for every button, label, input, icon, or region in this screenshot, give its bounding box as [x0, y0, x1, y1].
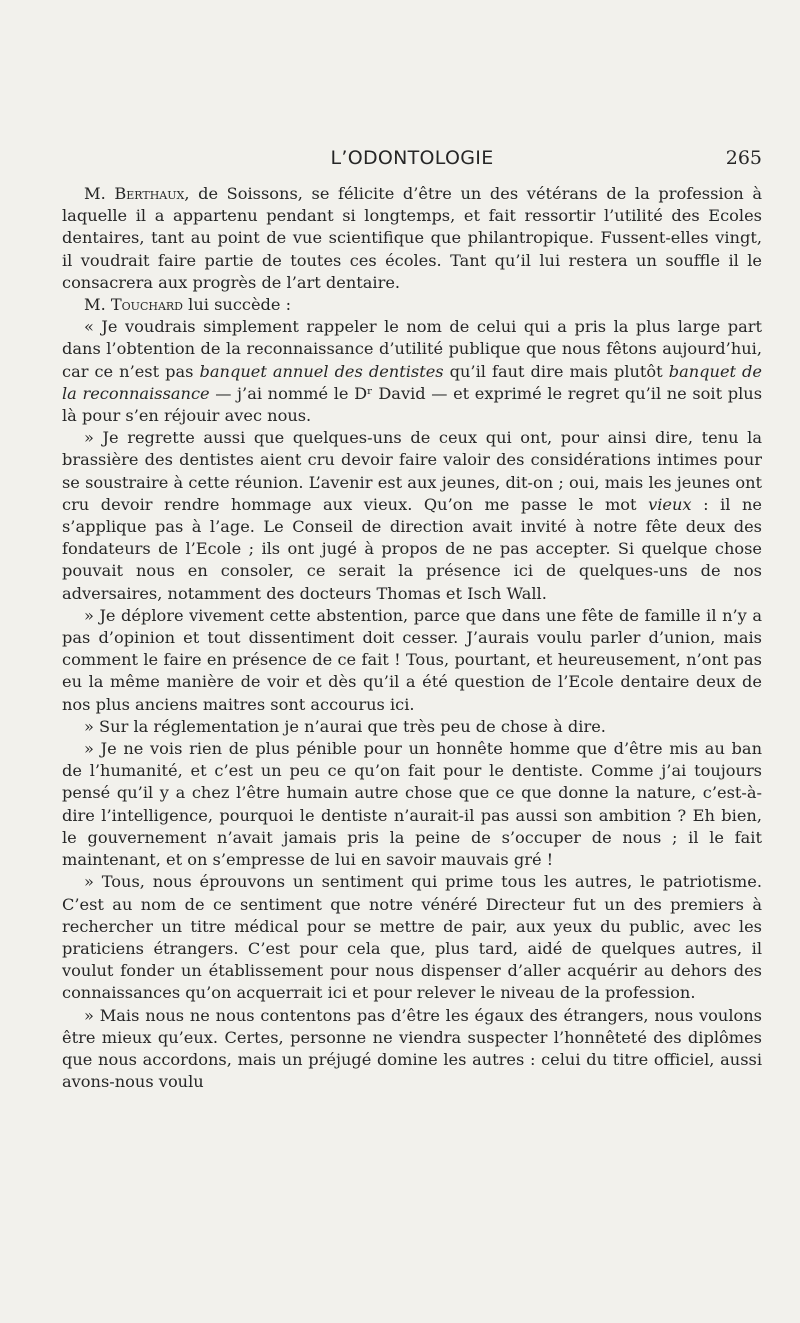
text-run: : il ne s’applique pas à l’age. Le Conseil de direction avait invité à notre fête deux des fondateurs de l’Ecole ; ils ont jugé à propos de ne pas accepter. Si quelque chose pouvait nous en consoler, ce serait la présence ici de quelques-uns de nos adversaires, notamment des docteurs Thomas et Isch Wall.: [62, 494, 763, 603]
paragraph-speech-5: » Je ne vois rien de plus pénible pour un honnête homme que d’être mis au ban de l’humanité, et c’est un peu ce qu’on fait pour le dentiste. Comme j’ai toujours pensé qu’il y a chez l’être humain autre chose que ce que donne la nature, c’est-à-dire l’intelligence, pourquoi le dentiste n’aurait-il pas aussi son ambition ? Eh bien, le gouvernement n’avait jamais pris la peine de s’occuper de nous ; il le fait maintenant, et on s’empresse de lui en savoir mauvais gré !: [62, 739, 762, 870]
text-run: « Je voudrais simplement rappeler le nom de celui qui a pris la plus large part dans l’obtention de la reconnaissance d’utilité publique que nous fêtons aujourd’hui, car ce n’est pas: [62, 317, 762, 381]
italic-phrase: banquet de la reconnaissance: [62, 361, 763, 403]
paragraph-speech-7: » Mais nous ne nous contentons pas d’être les égaux des étrangers, nous voulons être mieux qu’eux. Certes, personne ne viendra suspecter l’honnêteté des diplômes que nous accordons, mais un préjugé domine les autres : celui du titre officiel, aussi avons-nous voulu: [62, 1005, 762, 1092]
paragraph-speech-4: » Sur la réglementation je n’aurai que très peu de chose à dire.: [84, 716, 606, 736]
speaker-name: M. Touchard: [84, 295, 184, 315]
italic-word: vieux: [648, 494, 692, 514]
speaker-name: M. Berthaux: [84, 184, 185, 203]
paragraph-speech-3: » Je déplore vivement cette abstention, parce que dans une fête de famille il n’y a pas d’opinion et tout dissentiment doit cesser. J’aurais voulu parler d’union, mais comment le faire en présence de ce fait ! Tous, pourtant, et heureusement, n’ont pas eu la même manière de voir et dès qu’il a été question de l’Ecole dentaire deux de nos plus anciens maitres sont accourus ici.: [62, 605, 762, 714]
paragraph-speech-2: [62, 427, 762, 605]
paragraph-speech-1: [62, 316, 762, 427]
body-text: [62, 183, 762, 1093]
paragraph-touchard-intro: [62, 294, 762, 316]
running-head: L’ODONTOLOGIE: [330, 147, 494, 169]
page-number: 265: [725, 147, 762, 169]
text-run: » Je regrette aussi que quelques-uns de ceux qui ont, pour ainsi dire, tenu la brassière des dentistes aient cru devoir faire valoir des considérations intimes pour se soustraire à cette réunion. L’avenir est aux jeunes, dit-on ; oui, mais les jeunes ont cru devoir rendre hommage aux vieux. Qu’on me passe le mot: [62, 428, 762, 514]
paragraph-text: lui succède :: [183, 295, 292, 315]
page-header: [62, 147, 762, 173]
italic-phrase: banquet annuel des dentistes: [199, 361, 444, 381]
paragraph-text: , de Soissons, se félicite d’être un des vétérans de la profession à laquelle il a appartenu pendant si longtemps, et fait ressortir l’utilité des Ecoles dentaires, tant au point de vue scientifique que philantropique. Fussent-elles vingt, il voudrait faire partie de toutes ces écoles. Tant qu’il lui restera un souffle il le consacrera aux progrès de l’art dentaire.: [62, 184, 763, 292]
text-run: — j’ai nommé le Dʳ David — et exprimé le regret qu’il ne soit plus là pour s’en réjouir avec nous.: [62, 383, 763, 426]
text-run: qu’il faut dire mais plutôt: [443, 361, 669, 381]
paragraph-berthaux: [62, 183, 762, 294]
paragraph-speech-6: » Tous, nous éprouvons un sentiment qui prime tous les autres, le patriotisme. C’est au nom de ce sentiment que notre vénéré Directeur fut un des premiers à rechercher un titre médical pour se mettre de pair, aux yeux du public, avec les praticiens étrangers. C’est pour cela que, plus tard, aidé de quelques autres, il voulut fonder un établissement pour nous dispenser d’aller acquérir au dehors des connaissances qu’on acquerrait ici et pour relever le niveau de la profession.: [62, 872, 762, 1003]
